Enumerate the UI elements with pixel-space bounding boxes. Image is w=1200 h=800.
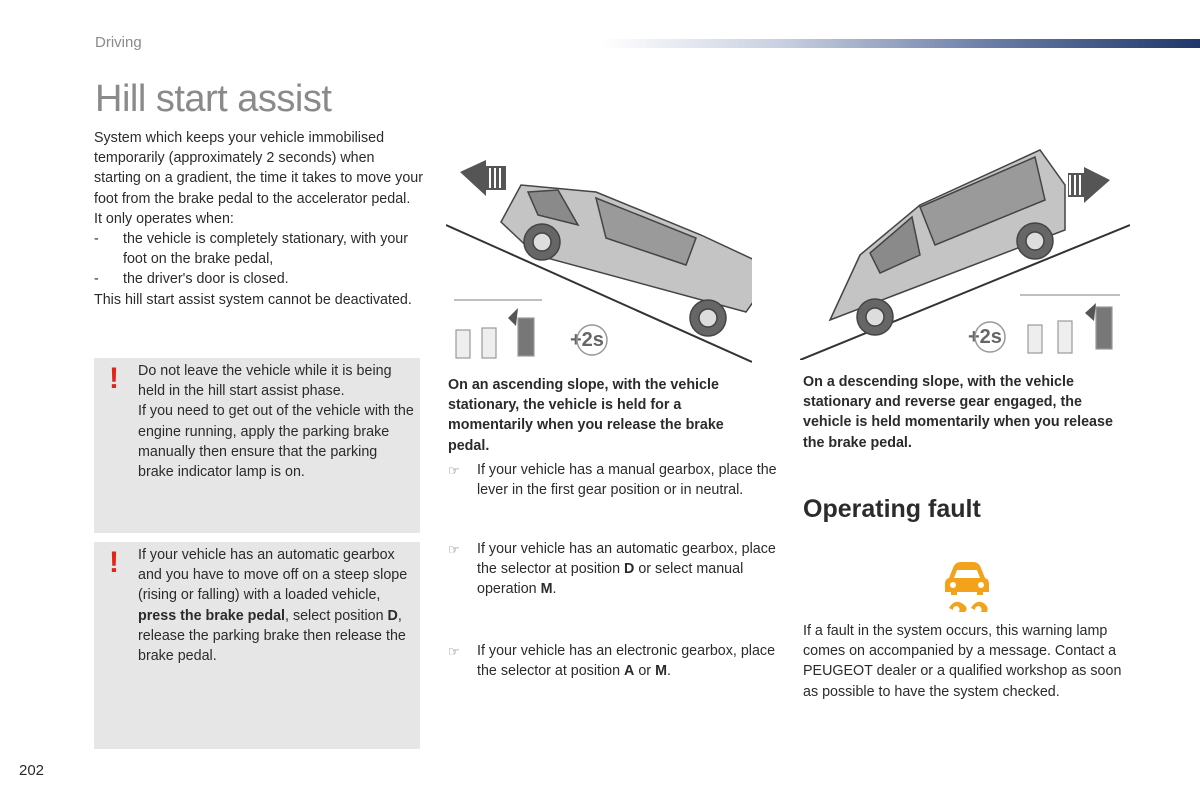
- pointing-hand-icon: ☞: [448, 463, 460, 478]
- condition-text: the driver's door is closed.: [123, 271, 289, 288]
- bullet-text-part: If your vehicle has an automatic gearbox, place the selector at position: [477, 541, 776, 578]
- warning-text-part: If your vehicle has an automatic gearbox and you have to move off on a steep slope (rising or falling) with a loaded vehicle,: [138, 547, 408, 604]
- motion-arrow-icon: [460, 160, 506, 196]
- warning-line: If you need to get out of the vehicle with the engine running, apply the parking brake manually then ensure that the parking brake indicator lamp is on.: [138, 403, 414, 481]
- bullet-text-part: .: [666, 663, 671, 680]
- timer-label: +2s: [968, 326, 1002, 348]
- condition-text: the vehicle is completely stationary, with your foot on the brake pedal,: [123, 231, 409, 268]
- van-icon: [501, 185, 752, 336]
- header-gradient-bar: [600, 39, 1200, 48]
- intro-paragraph: System which keeps your vehicle immobilised temporarily (approximately 2 seconds) when starting on a gradient, the time it takes to move your foot from the brake pedal to the accelerator pedal.: [94, 130, 423, 207]
- warning-text-part: , release the parking brake then release the brake pedal.: [138, 607, 406, 665]
- bullet-text: [477, 539, 777, 600]
- bullet-text-part: or: [638, 663, 652, 680]
- ascending-caption: On an ascending slope, with the vehicle stationary, the vehicle is held for a momentarily when you release the brake pedal.: [448, 377, 724, 454]
- warning-text: [138, 361, 414, 482]
- descending-slope-illustration: [800, 145, 1130, 360]
- bullet-text-part: .: [552, 581, 557, 598]
- warning-exclamation-icon: !: [109, 362, 119, 395]
- page-number: 202: [19, 762, 45, 779]
- skid-warning-lamp-icon: [945, 562, 989, 612]
- warning-line: Do not leave the vehicle while it is being held in the hill start assist phase.: [138, 363, 392, 400]
- bullet-text-part: or select manual operation: [477, 561, 744, 598]
- descending-caption: On a descending slope, with the vehicle stationary and reverse gear engaged, the vehicle is held momentarily when you release the brake pedal.: [803, 374, 1113, 451]
- section-label: Driving: [95, 34, 142, 51]
- bullet-emphasis: A: [624, 663, 635, 680]
- dash-marker: -: [94, 271, 99, 288]
- bullet-text: If your vehicle has a manual gearbox, place the lever in the first gear position or in neutral.: [477, 462, 777, 499]
- pedals-icon: [454, 300, 542, 358]
- warning-box-automatic-gearbox: [94, 542, 420, 749]
- intro-text: [94, 128, 424, 310]
- bullet-emphasis: M: [540, 581, 553, 598]
- pedals-icon: [1020, 295, 1120, 353]
- warning-text: [138, 545, 414, 666]
- bullet-text: [477, 641, 777, 681]
- bullet-text-part: If your vehicle has an electronic gearbox, place the selector at position: [477, 643, 776, 680]
- warning-text-part: , select position: [285, 607, 384, 624]
- condition-item: [94, 229, 424, 269]
- ascending-slope-illustration: [446, 150, 752, 365]
- warning-emphasis: press the brake pedal: [138, 607, 286, 624]
- motion-arrow-icon: [1068, 167, 1110, 203]
- warning-emphasis: D: [387, 607, 398, 624]
- bullet-emphasis: M: [655, 663, 667, 680]
- dash-marker: -: [94, 231, 99, 248]
- intro-note: This hill start assist system cannot be deactivated.: [94, 291, 412, 308]
- warning-box-leave-vehicle: [94, 358, 420, 533]
- operating-fault-text: If a fault in the system occurs, this warning lamp comes on accompanied by a message. Contact a PEUGEOT dealer or a qualified workshop as soon as possible to have the system checked.: [803, 623, 1122, 700]
- warning-exclamation-icon: !: [109, 546, 119, 579]
- van-icon: [830, 150, 1065, 335]
- intro-conditions-lead: It only operates when:: [94, 210, 234, 227]
- pointing-hand-icon: ☞: [448, 644, 460, 659]
- pointing-hand-icon: ☞: [448, 542, 460, 557]
- bullet-emphasis: D: [624, 561, 635, 578]
- timer-label: +2s: [570, 329, 604, 351]
- operating-fault-heading: Operating fault: [803, 495, 981, 523]
- condition-item: [94, 269, 424, 289]
- page-title: Hill start assist: [95, 78, 332, 120]
